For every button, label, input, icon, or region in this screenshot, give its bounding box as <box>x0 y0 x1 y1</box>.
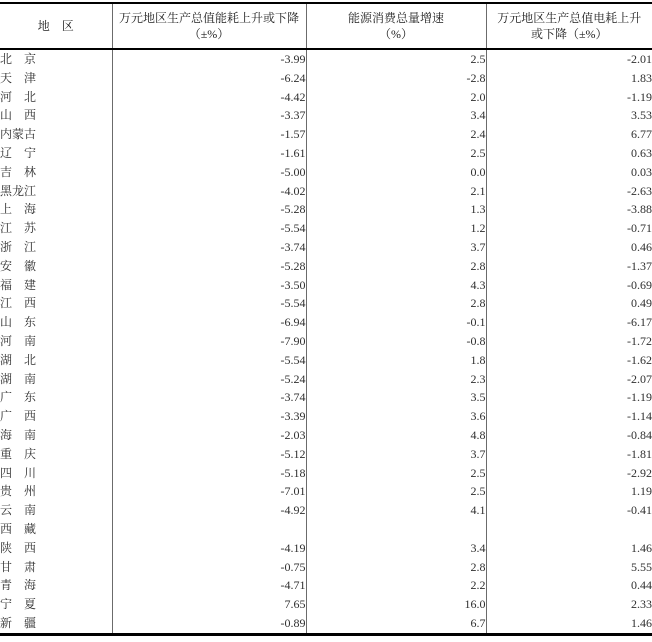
consumption-growth-cell: 1.2 <box>306 219 486 238</box>
energy-intensity-cell: -3.50 <box>112 276 306 295</box>
energy-intensity-cell: -3.37 <box>112 106 306 125</box>
energy-intensity-cell: -5.18 <box>112 464 306 483</box>
header-consumption-growth <box>306 3 486 49</box>
power-intensity-cell: 2.33 <box>486 595 652 614</box>
consumption-growth-cell: 3.7 <box>306 445 486 464</box>
power-intensity-cell: -1.81 <box>486 445 652 464</box>
energy-intensity-cell: -5.54 <box>112 351 306 370</box>
header-growth-line2: （%） <box>379 27 413 41</box>
energy-intensity-cell: -4.92 <box>112 501 306 520</box>
energy-intensity-cell: -1.61 <box>112 144 306 163</box>
energy-intensity-cell: -1.57 <box>112 125 306 144</box>
consumption-growth-cell: 2.5 <box>306 482 486 501</box>
power-intensity-cell: -1.19 <box>486 388 652 407</box>
consumption-growth-cell: 1.8 <box>306 351 486 370</box>
consumption-growth-cell: 1.3 <box>306 200 486 219</box>
region-cell: 广 西 <box>0 409 37 424</box>
table-row <box>0 125 652 144</box>
power-intensity-cell: -1.14 <box>486 407 652 426</box>
energy-intensity-cell: -6.24 <box>112 69 306 88</box>
energy-intensity-cell: -3.39 <box>112 407 306 426</box>
table-row <box>0 464 652 483</box>
region-cell: 甘 肃 <box>0 559 37 574</box>
region-cell: 福 建 <box>0 277 37 292</box>
energy-intensity-cell: -5.28 <box>112 257 306 276</box>
energy-intensity-cell: -0.75 <box>112 558 306 577</box>
consumption-growth-cell: 2.5 <box>306 464 486 483</box>
header-energy-line1: 万元地区生产总值能耗上升或下降 <box>118 11 299 25</box>
energy-intensity-cell: -5.28 <box>112 200 306 219</box>
power-intensity-cell: -0.41 <box>486 501 652 520</box>
energy-intensity-cell: -4.42 <box>112 88 306 107</box>
power-intensity-cell: -0.69 <box>486 276 652 295</box>
power-intensity-cell: 1.46 <box>486 539 652 558</box>
table-row <box>0 313 652 332</box>
region-cell: 云 南 <box>0 503 37 518</box>
table-row <box>0 614 652 634</box>
consumption-growth-cell: 0.0 <box>306 163 486 182</box>
table-row <box>0 69 652 88</box>
power-intensity-cell <box>486 520 652 539</box>
power-intensity-cell: 0.03 <box>486 163 652 182</box>
table-row <box>0 238 652 257</box>
region-cell: 河 北 <box>0 89 37 104</box>
region-cell: 安 徽 <box>0 258 37 273</box>
energy-intensity-cell: -6.94 <box>112 313 306 332</box>
table-row <box>0 106 652 125</box>
table-row <box>0 182 652 201</box>
energy-intensity-cell: -5.24 <box>112 370 306 389</box>
consumption-growth-cell: 4.3 <box>306 276 486 295</box>
energy-intensity-cell: -5.12 <box>112 445 306 464</box>
table-row <box>0 332 652 351</box>
power-intensity-cell: 6.77 <box>486 125 652 144</box>
energy-intensity-cell: -5.00 <box>112 163 306 182</box>
table-row <box>0 257 652 276</box>
region-cell: 江 西 <box>0 296 37 311</box>
table-row <box>0 370 652 389</box>
power-intensity-cell: -0.71 <box>486 219 652 238</box>
region-cell: 广 东 <box>0 390 37 405</box>
region-cell: 天 津 <box>0 70 37 85</box>
energy-intensity-cell: -4.71 <box>112 576 306 595</box>
power-intensity-cell: 1.83 <box>486 69 652 88</box>
power-intensity-cell: -2.07 <box>486 370 652 389</box>
table-row <box>0 482 652 501</box>
header-power-intensity <box>486 3 652 49</box>
power-intensity-cell: -1.37 <box>486 257 652 276</box>
table-row <box>0 558 652 577</box>
header-energy-intensity <box>112 3 306 49</box>
table-row <box>0 445 652 464</box>
table-row <box>0 351 652 370</box>
region-cell: 吉 林 <box>0 164 37 179</box>
consumption-growth-cell: 4.8 <box>306 426 486 445</box>
table-row <box>0 88 652 107</box>
region-cell: 四 川 <box>0 465 37 480</box>
consumption-growth-cell: -2.8 <box>306 69 486 88</box>
energy-intensity-cell: -3.74 <box>112 238 306 257</box>
power-intensity-cell: 0.46 <box>486 238 652 257</box>
energy-intensity-cell: -5.54 <box>112 219 306 238</box>
region-cell: 黑龙江 <box>0 183 37 198</box>
energy-intensity-cell: -5.54 <box>112 294 306 313</box>
table-row <box>0 539 652 558</box>
power-intensity-cell: -1.72 <box>486 332 652 351</box>
power-intensity-cell: 1.19 <box>486 482 652 501</box>
power-intensity-cell: 3.53 <box>486 106 652 125</box>
consumption-growth-cell: 3.5 <box>306 388 486 407</box>
consumption-growth-cell: 3.4 <box>306 106 486 125</box>
energy-intensity-cell: -3.99 <box>112 49 306 69</box>
consumption-growth-cell: 2.5 <box>306 144 486 163</box>
consumption-growth-cell: -0.1 <box>306 313 486 332</box>
region-cell: 山 东 <box>0 315 37 330</box>
power-intensity-cell: -3.88 <box>486 200 652 219</box>
region-cell: 青 海 <box>0 578 37 593</box>
region-cell: 宁 夏 <box>0 597 37 612</box>
region-cell: 浙 江 <box>0 239 37 254</box>
region-cell: 西 藏 <box>0 521 37 536</box>
region-cell: 贵 州 <box>0 484 37 499</box>
consumption-growth-cell: 2.8 <box>306 558 486 577</box>
consumption-growth-cell: 2.4 <box>306 125 486 144</box>
energy-intensity-cell: -4.19 <box>112 539 306 558</box>
table-row <box>0 501 652 520</box>
consumption-growth-cell <box>306 520 486 539</box>
energy-intensity-cell: -0.89 <box>112 614 306 634</box>
table-body <box>0 49 652 634</box>
table-row <box>0 576 652 595</box>
consumption-growth-cell: 2.8 <box>306 257 486 276</box>
table-header <box>0 3 652 49</box>
power-intensity-cell: -2.01 <box>486 49 652 69</box>
power-intensity-cell: 0.44 <box>486 576 652 595</box>
energy-intensity-cell: -3.74 <box>112 388 306 407</box>
consumption-growth-cell: 16.0 <box>306 595 486 614</box>
power-intensity-cell: -0.84 <box>486 426 652 445</box>
header-row <box>0 3 652 49</box>
energy-intensity-cell: -4.02 <box>112 182 306 201</box>
consumption-growth-cell: 2.0 <box>306 88 486 107</box>
energy-consumption-table <box>0 2 652 636</box>
table-row <box>0 388 652 407</box>
table-row <box>0 163 652 182</box>
region-cell: 陕 西 <box>0 540 37 555</box>
table-row <box>0 219 652 238</box>
power-intensity-cell: 0.49 <box>486 294 652 313</box>
table-row <box>0 407 652 426</box>
power-intensity-cell: -6.17 <box>486 313 652 332</box>
region-cell: 江 苏 <box>0 221 37 236</box>
region-cell: 辽 宁 <box>0 145 37 160</box>
consumption-growth-cell: 2.2 <box>306 576 486 595</box>
table-row <box>0 276 652 295</box>
consumption-growth-cell: -0.8 <box>306 332 486 351</box>
header-region <box>0 3 112 49</box>
header-energy-line2: （±%） <box>188 27 230 41</box>
consumption-growth-cell: 3.7 <box>306 238 486 257</box>
power-intensity-cell: -2.63 <box>486 182 652 201</box>
power-intensity-cell: 0.63 <box>486 144 652 163</box>
table-row <box>0 595 652 614</box>
header-power-line2: 或下降（±%） <box>530 27 608 41</box>
consumption-growth-cell: 2.1 <box>306 182 486 201</box>
consumption-growth-cell: 6.7 <box>306 614 486 634</box>
power-intensity-cell: -1.19 <box>486 88 652 107</box>
region-cell: 重 庆 <box>0 446 37 461</box>
table-row <box>0 294 652 313</box>
power-intensity-cell: 1.46 <box>486 614 652 634</box>
header-region-line1: 地 区 <box>37 19 74 33</box>
table-row <box>0 520 652 539</box>
region-cell: 湖 北 <box>0 352 37 367</box>
region-cell: 内蒙古 <box>0 127 37 142</box>
consumption-growth-cell: 2.8 <box>306 294 486 313</box>
region-cell: 北 京 <box>0 52 37 66</box>
table-row <box>0 426 652 445</box>
consumption-growth-cell: 3.4 <box>306 539 486 558</box>
region-cell: 河 南 <box>0 333 37 348</box>
table-row <box>0 49 652 69</box>
table-row <box>0 144 652 163</box>
header-growth-line1: 能源消费总量增速 <box>347 11 444 25</box>
region-cell: 山 西 <box>0 108 37 123</box>
consumption-growth-cell: 2.5 <box>306 49 486 69</box>
header-power-line1: 万元地区生产总值电耗上升 <box>497 11 642 25</box>
energy-intensity-cell: -7.90 <box>112 332 306 351</box>
region-cell: 新 疆 <box>0 615 37 630</box>
consumption-growth-cell: 3.6 <box>306 407 486 426</box>
energy-intensity-cell: -2.03 <box>112 426 306 445</box>
consumption-growth-cell: 2.3 <box>306 370 486 389</box>
consumption-growth-cell: 4.1 <box>306 501 486 520</box>
power-intensity-cell: -1.62 <box>486 351 652 370</box>
power-intensity-cell: 5.55 <box>486 558 652 577</box>
region-cell: 上 海 <box>0 202 37 217</box>
region-cell: 海 南 <box>0 427 37 442</box>
energy-intensity-cell: -7.01 <box>112 482 306 501</box>
energy-intensity-cell: 7.65 <box>112 595 306 614</box>
region-cell: 湖 南 <box>0 371 37 386</box>
table-row <box>0 200 652 219</box>
energy-intensity-cell <box>112 520 306 539</box>
power-intensity-cell: -2.92 <box>486 464 652 483</box>
